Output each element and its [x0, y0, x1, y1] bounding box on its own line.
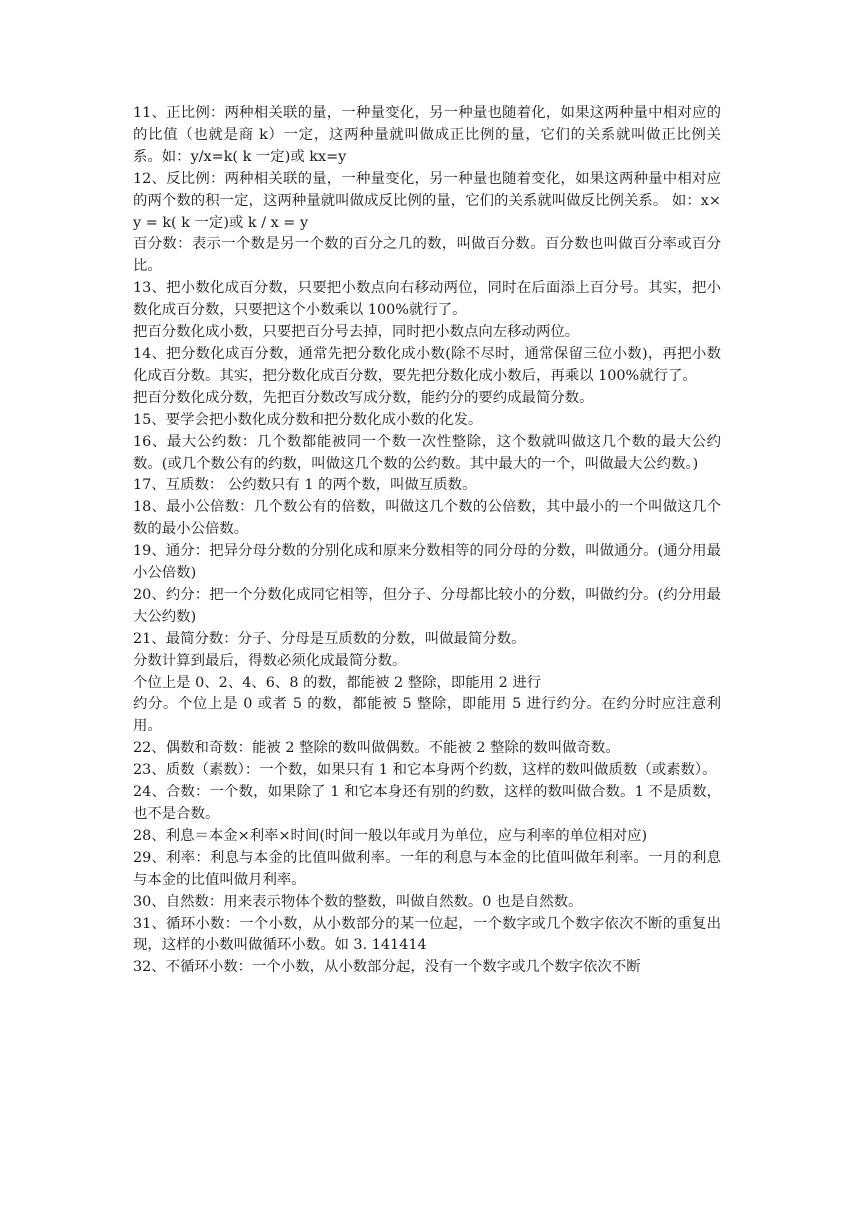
- paragraph-reduction: 20、约分：把一个分数化成同它相等，但分子、分母都比较小的分数，叫做约分。(约分用最大公约数): [133, 586, 721, 625]
- paragraph-prime: 23、质数（素数）：一个数，如果只有 1 和它本身两个约数，这样的数叫做质数（或素数）。: [133, 762, 717, 779]
- paragraph-even-odd: 22、偶数和奇数：能被 2 整除的数叫做偶数。不能被 2 整除的数叫做奇数。: [133, 740, 620, 757]
- paragraph-decimal-fraction-conversion: 15、要学会把小数化成分数和把分数化成小数的化发。: [133, 411, 483, 428]
- paragraph-coprime: 17、互质数： 公约数只有 1 的两个数，叫做互质数。: [133, 477, 477, 494]
- paragraph-natural-number: 30、自然数：用来表示物体个数的整数，叫做自然数。0 也是自然数。: [133, 893, 583, 910]
- paragraph-divisible-by-two: 个位上是 0、2、4、6、8 的数，都能被 2 整除，即能用 2 进行: [133, 674, 542, 691]
- paragraph-percent-to-decimal: 把百分数化成小数，只要把百分号去掉，同时把小数点向左移动两位。: [133, 324, 580, 341]
- paragraph-repeating-decimal: 31、循环小数：一个小数，从小数部分的某一位起，一个数字或几个数字依次不断的重复出现，这样的小数叫做循环小数。如 3. 141414: [133, 915, 721, 954]
- paragraph-least-common-multiple: 18、最小公倍数：几个数公有的倍数，叫做这几个数的公倍数，其中最小的一个叫做这几个数的最小公倍数。: [133, 499, 721, 538]
- paragraph-non-repeating-decimal: 32、不循环小数：一个小数，从小数部分起，没有一个数字或几个数字依次不断: [133, 959, 641, 976]
- paragraph-decimal-to-percent: 13、把小数化成百分数，只要把小数点向右移动两位，同时在后面添上百分号。其实，把小数化成百分数，只要把这个小数乘以 100%就行了。: [133, 280, 721, 319]
- paragraph-percent-to-fraction: 把百分数化成分数，先把百分数改写成分数，能约分的要约成最简分数。: [133, 389, 594, 406]
- paragraph-composite: 24、合数：一个数，如果除了 1 和它本身还有别的约数，这样的数叫做合数。1 不是质数，也不是合数。: [133, 784, 721, 822]
- paragraph-final-result-rule: 分数计算到最后，得数必须化成最简分数。: [133, 652, 407, 669]
- paragraph-common-denominator: 19、通分：把异分母分数的分别化成和原来分数相等的同分母的分数，叫做通分。(通分用最小公倍数): [133, 543, 721, 582]
- paragraph-interest: 28、利息＝本金×利率×时间(时间一般以年或月为单位，应与利率的单位相对应): [133, 827, 648, 844]
- paragraph-direct-proportion: 11、正比例：两种相关联的量，一种量变化，另一种量也随着化，如果这两种量中相对应的的比值（也就是商 k）一定，这两种量就叫做成正比例的量，它们的关系就叫做正比例关系。如：y/x=k( k 一定)或 kx=y: [133, 105, 721, 165]
- paragraph-interest-rate: 29、利率：利息与本金的比值叫做利率。一年的利息与本金的比值叫做年利率。一月的利息与本金的比值叫做月利率。: [133, 849, 721, 888]
- paragraph-percentage: 百分数：表示一个数是另一个数的百分之几的数，叫做百分数。百分数也叫做百分率或百分比。: [133, 236, 721, 275]
- paragraph-simplest-fraction: 21、最简分数：分子、分母是互质数的分数，叫做最简分数。: [133, 630, 526, 647]
- paragraph-inverse-proportion: 12、反比例：两种相关联的量，一种量变化，另一种量也随着变化，如果这两种量中相对应的两个数的积一定，这两种量就叫做成反比例的量，它们的关系就叫做反比例关系。 如：x×y = k( k 一定)或 k / x = y: [133, 170, 721, 231]
- paragraph-divisible-by-five: 约分。个位上是 0 或者 5 的数，都能被 5 整除，即能用 5 进行约分。在约分时应注意利用。: [133, 696, 721, 735]
- paragraph-greatest-common-divisor: 16、最大公约数：几个数都能被同一个数一次性整除，这个数就叫做这几个数的最大公约数。(或几个数公有的约数，叫做这几个数的公约数。其中最大的一个，叫做最大公约数。): [133, 433, 721, 472]
- document-body: [133, 103, 721, 979]
- paragraph-fraction-to-percent: 14、把分数化成百分数，通常先把分数化成小数(除不尽时，通常保留三位小数)，再把小数化成百分数。其实，把分数化成百分数，要先把分数化成小数后，再乘以 100%就行了。: [133, 345, 721, 384]
